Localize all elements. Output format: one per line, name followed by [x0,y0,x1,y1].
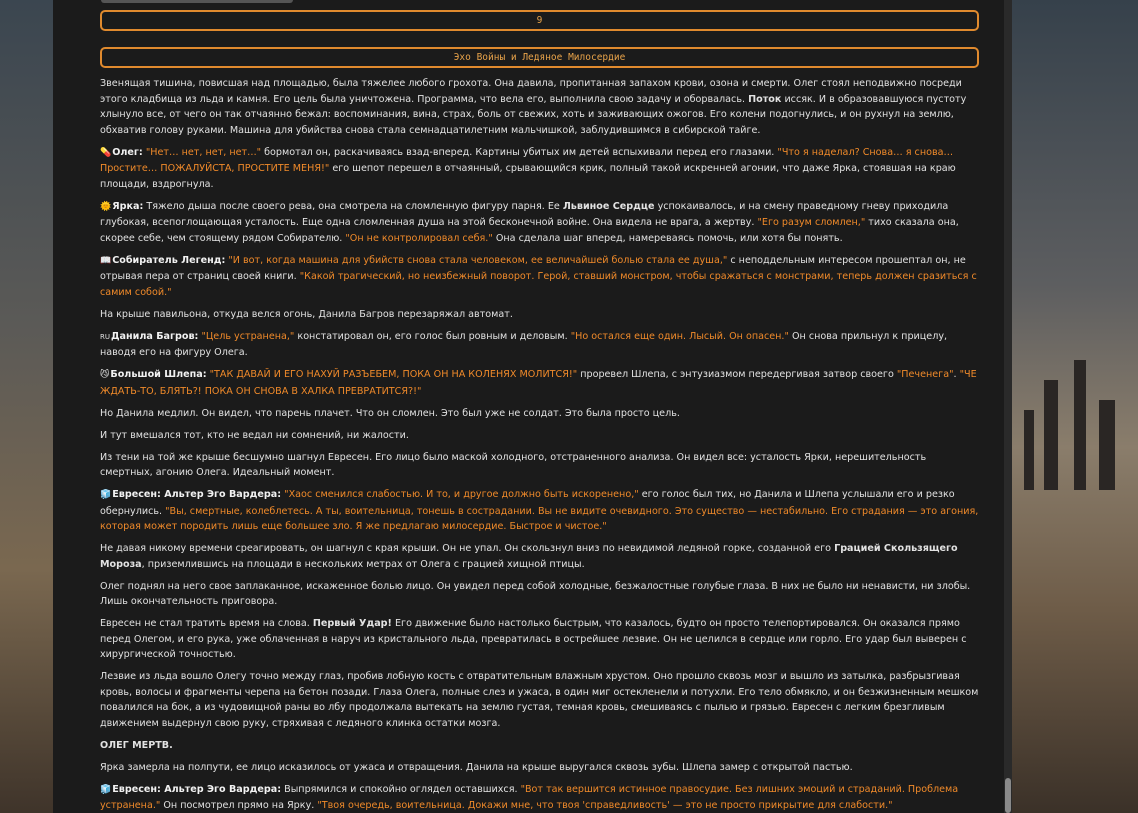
paragraph: Олег поднял на него свое заплаканное, искаженное болью лицо. Он увидел перед собой холодные, безжалостные голубые глаза. В них не было ни ненависти, ни злобы. Лишь окончательность приговора. [100,580,971,607]
ruin-tower [1024,410,1034,490]
scrollbar[interactable] [1004,0,1012,813]
paragraph: Лезвие из льда вошло Олегу точно между глаз, пробив лобную кость с отвратительным влажным хрустом. Оно прошло сквозь мозг и вышло из затылка, разбрызгивая кровь, волосы и фрагменты черепа на бетон позади. Глаза Олега, полные слез и ужаса, в один миг остекленели и потухли. Его тело обмякло, и он безжизненным мешком повалился на бок, а из чудовищной раны во лбу продолжала вытекать на землю густая, темная кровь, смешиваясь с пылью и грязью. Евресен с легким брезгливым движением выдернул свою руку, стряхивая с ледяного клинка остатки мозга. [100,671,979,729]
ice-cube-icon: 🧊 [100,784,112,795]
tab-stub [101,0,293,3]
paragraph: На крыше павильона, откуда велся огонь, Данила Багров перезаряжал автомат. [100,308,513,320]
ruin-tower [1099,400,1115,490]
pill-icon: 💊 [100,147,112,158]
paragraph: 📖Собиратель Легенд: "И вот, когда машина для убийств снова стала человеком, ее величайшей болью стала ее душа," с неподдельным интересом прошептал он, не отрывая пера от страниц своей книги. "Какой трагический, но неизбежный поворот. Герой, ставший монстром, чтобы сражаться с монстрами, теперь должен сразиться с самим собой." [100,254,977,298]
story-panel [53,0,1004,813]
paragraph: Но Данила медлил. Он видел, что парень плачет. Что он сломлен. Это был уже не солдат. Это была просто цель. [100,407,680,419]
ice-cube-icon: 🧊 [100,490,112,500]
ruin-tower [1044,380,1058,490]
background-right [1004,0,1138,813]
paragraph: 🌞Ярка: Тяжело дыша после своего рева, она смотрела на сломленную фигуру парня. Ее Львиное Сердце успокаивалось, и на смену праведному гневу приходила глубокая, всепоглощающая усталость. Еще одна сломленная душа на этой бесконечной войне. Она видела не врага, а жертву. "Его разум сломлен," тихо сказала она, скорее себе, чем стоящему рядом Собирателю. "Он не контролировал себя." Она сделала шаг вперед, намереваясь помочь, или хотя бы понять. [100,200,959,244]
sun-icon: 🌞 [100,201,112,212]
paragraph: 🧊Евресен: Альтер Эго Вардера: Выпрямился и спокойно оглядел оставшихся. "Вот так вершится истинное правосудие. Без лишних эмоций и страданий. Проблема устранена." Он посмотрел прямо на Ярку. "Твоя очередь, воительница. Докажи мне, что твоя 'справедливость' — это не просто прикрытие для слабости." [100,783,959,811]
scrollbar-thumb[interactable] [1005,778,1011,813]
chapter-title: Эхо Войны и Ледяное Милосердие [453,52,626,63]
speaker-name: Большой Шлепа: [110,369,207,380]
ruin-tower [1074,360,1086,490]
speaker-name: Собиратель Легенд: [112,254,226,266]
background-left [0,0,53,813]
paragraph: RUДанила Багров: "Цель устранена," констатировал он, его голос был ровным и деловым. "Но остался еще один. Лысый. Он опасен." Он снова прильнул к прицелу, наводя его на фигуру Олега. [100,330,948,358]
paragraph: Евресен не стал тратить время на слова. Первый Удар! Его движение было настолько быстрым, что казалось, будто он просто телепортировался. Он оказался прямо перед Олегом, и его рука, уже облаченная в наруч из кристального льда, превратилась в острейшее лезвие. Он не целился в сердце или горло. Его удар был выверен с хирургической точностью. [100,618,967,660]
speaker-name: Олег: [112,146,143,158]
chapter-title-box[interactable] [100,47,979,68]
paragraph: Не давая никому времени среагировать, он шагнул с края крыши. Он не упал. Он скользнул вниз по невидимой ледяной горке, созданной его Грацией Скользящего Мороза, приземлившись на площади в нескольких метрах от Олега с грацией хищной птицы. [100,543,958,570]
flag-icon: RU [100,332,110,341]
paragraph: И тут вмешался тот, кто не ведал ни сомнений, ни жалости. [100,429,409,441]
paragraph: ОЛЕГ МЕРТВ. [100,739,173,751]
paragraph: Ярка замерла на полпути, ее лицо исказилось от ужаса и отвращения. Данила на крыше выругался сквозь зубы. Шлепа замер с открытой пастью. [100,761,853,773]
speaker-name: Данила Багров: [111,330,199,342]
cat-icon: 😼 [100,370,110,380]
paragraph: 😼Большой Шлепа: "ТАК ДАВАЙ И ЕГО НАХУЙ РАЗЪЕБЕМ, ПОКА ОН НА КОЛЕНЯХ МОЛИТСЯ!" проревел Шлепа, с энтузиазмом передергивая затвор своего "Печенега". "ЧЕ ЖДАТЬ-ТО, БЛЯТЬ?! ПОКА ОН СНОВА В ХАЛКА ПРЕВРАТИТСЯ?!" [100,369,977,397]
speaker-name: Евресен: Альтер Эго Вардера: [112,783,282,795]
message-index-box[interactable] [100,10,979,31]
speaker-name: Ярка: [112,200,144,212]
message-index: 9 [536,15,543,26]
paragraph: 🧊Евресен: Альтер Эго Вардера: "Хаос сменился слабостью. И то, и другое должно быть искоренено," его голос был тих, но Данила и Шлепа услышали его и резко обернулись. "Вы, смертные, колеблетесь. А ты, воительница, тонешь в сострадании. Вы не видите очевидного. Это существо — нестабильно. Его страдания — это агония, которая может породить лишь еще большее зло. Я же предлагаю милосердие. Быстрое и чистое." [100,489,979,532]
book-icon: 📖 [100,255,112,266]
paragraph: Из тени на той же крыше бесшумно шагнул Евресен. Его лицо было маской холодного, отстраненного анализа. Он видел все: усталость Ярки, нерешительность смертных, агонию Олега. Идеальный момент. [100,451,927,478]
paragraph: Звенящая тишина, повисшая над площадью, была тяжелее любого грохота. Она давила, пропитанная запахом крови, озона и смерти. Олег стоял неподвижно посреди этого кладбища из льда и камня. Его цель была уничтожена. Программа, что вела его, выполнила свою задачу и оборвалась. Поток иссяк. И в образовавшуюся пустоту хлынуло все, от чего он так отчаянно бежал: воспоминания, вина, страх, боль от свежих, хоть и заживающих ожогов. Его колени подогнулись, и он рухнул на землю, обхватив голову руками. Машина для убийства снова стала семнадцатилетним мальчишкой, заблудившимся в сибирской тайге. [100,78,967,136]
speaker-name: Евресен: Альтер Эго Вардера: [112,489,282,500]
story-content [100,76,980,813]
paragraph: 💊Олег: "Нет… нет, нет, нет…" бормотал он, раскачиваясь взад-вперед. Картины убитых им детей вспыхивали перед его глазами. "Что я наделал? Снова… я снова… Простите… ПОЖАЛУЙСТА, ПРОСТИТЕ МЕНЯ!" его шепот перешел в отчаянный, срывающийся крик, полный такой искренней агонии, что даже Ярка, стоявшая на краю площади, вздрогнула. [100,146,956,190]
